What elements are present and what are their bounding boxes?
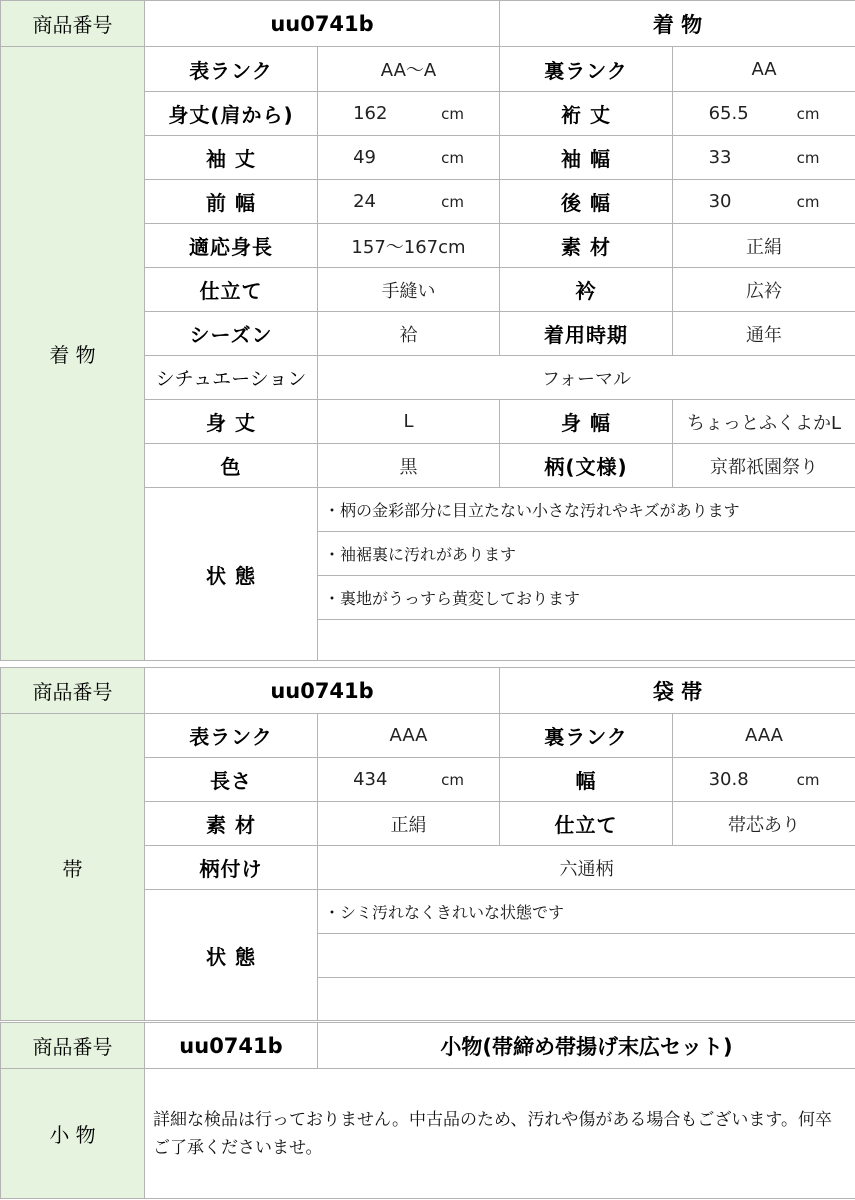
spec-label: 裏ランク [500,47,673,92]
condition-note: ・袖裾裏に汚れがあります [318,532,855,576]
condition-note [318,978,855,1021]
spec-label: 裄 丈 [500,92,673,136]
spec-value: ちょっとふくよかL [673,400,855,444]
spec-label: 前 幅 [145,180,318,224]
pattern-value: 六通柄 [318,846,855,890]
spec-value: L [318,400,500,444]
spec-label: 袖 丈 [145,136,318,180]
unit: cm [441,149,464,167]
spec-value: 手縫い [318,268,500,312]
spec-value: 正絹 [673,224,855,268]
spec-label: 仕立て [500,802,673,846]
spec-value: 京都祇園祭り [673,444,855,488]
spec-value: AA〜A [318,47,500,92]
condition-note [318,620,855,661]
spec-value [673,92,855,136]
spec-value: AA [673,47,855,92]
unit: cm [796,149,820,167]
spec-value [318,136,500,180]
spec-label: 色 [145,444,318,488]
situation-value: フォーマル [318,356,855,400]
spec-value [318,180,500,224]
spec-label: 身 幅 [500,400,673,444]
situation-label: シチュエーション [145,356,318,400]
spec-value: 157〜167cm [318,224,500,268]
spec-value: 正絹 [318,802,500,846]
spec-label: 表ランク [145,714,318,758]
spec-label: 柄(文様) [500,444,673,488]
spec-label: 仕立て [145,268,318,312]
spec-value: 袷 [318,312,500,356]
spec-value: 帯芯あり [673,802,855,846]
komono-table [0,1022,855,1199]
spec-label: 表ランク [145,47,318,92]
measure-value: 434 [353,769,388,790]
spec-value [673,758,855,802]
unit: cm [796,105,820,123]
product-code-label: 商品番号 [1,1023,145,1069]
spec-value [318,92,500,136]
spec-value: 広衿 [673,268,855,312]
condition-label: 状 態 [145,488,318,661]
section-title: 着 物 [500,1,855,47]
spec-label: 衿 [500,268,673,312]
komono-description: 詳細な検品は行っておりません。中古品のため、汚れや傷がある場合もございます。何卒ご了承くださいませ。 [145,1069,855,1199]
condition-note: ・シミ汚れなくきれいな状態です [318,890,855,934]
spec-value: AAA [318,714,500,758]
condition-note [318,934,855,978]
product-code: uu0741b [145,668,500,714]
unit: cm [796,771,820,789]
spec-label: 素 材 [500,224,673,268]
spec-value: 黒 [318,444,500,488]
obi-table [0,667,855,1021]
spec-label: 身丈(肩から) [145,92,318,136]
spec-label: 長さ [145,758,318,802]
spec-value [673,180,855,224]
measure-value: 30.8 [708,769,749,790]
spec-label: 素 材 [145,802,318,846]
section-title: 袋 帯 [500,668,855,714]
spec-label: 裏ランク [500,714,673,758]
spec-label: 適応身長 [145,224,318,268]
condition-note: ・裏地がうっすら黄変しております [318,576,855,620]
spec-label: 着用時期 [500,312,673,356]
product-code-label: 商品番号 [1,1,145,47]
condition-label: 状 態 [145,890,318,1021]
section-title: 小物(帯締め帯揚げ末広セット) [318,1023,855,1069]
product-code: uu0741b [145,1023,318,1069]
pattern-label: 柄付け [145,846,318,890]
spec-value [318,758,500,802]
section-label: 帯 [1,714,145,1021]
product-code: uu0741b [145,1,500,47]
section-label: 着 物 [1,47,145,661]
measure-value: 65.5 [708,103,749,124]
measure-value: 30 [708,191,732,212]
condition-note: ・柄の金彩部分に目立たない小さな汚れやキズがあります [318,488,855,532]
measure-value: 162 [353,103,388,124]
spec-value: 通年 [673,312,855,356]
measure-value: 24 [353,191,376,212]
spec-label: 身 丈 [145,400,318,444]
unit: cm [441,771,464,789]
spec-value [673,136,855,180]
spec-label: シーズン [145,312,318,356]
measure-value: 33 [708,147,732,168]
spec-label: 袖 幅 [500,136,673,180]
spec-label: 幅 [500,758,673,802]
section-label: 小 物 [1,1069,145,1199]
spec-value: AAA [673,714,855,758]
spec-label: 後 幅 [500,180,673,224]
unit: cm [441,105,464,123]
unit: cm [796,193,820,211]
product-code-label: 商品番号 [1,668,145,714]
unit: cm [441,193,464,211]
measure-value: 49 [353,147,376,168]
